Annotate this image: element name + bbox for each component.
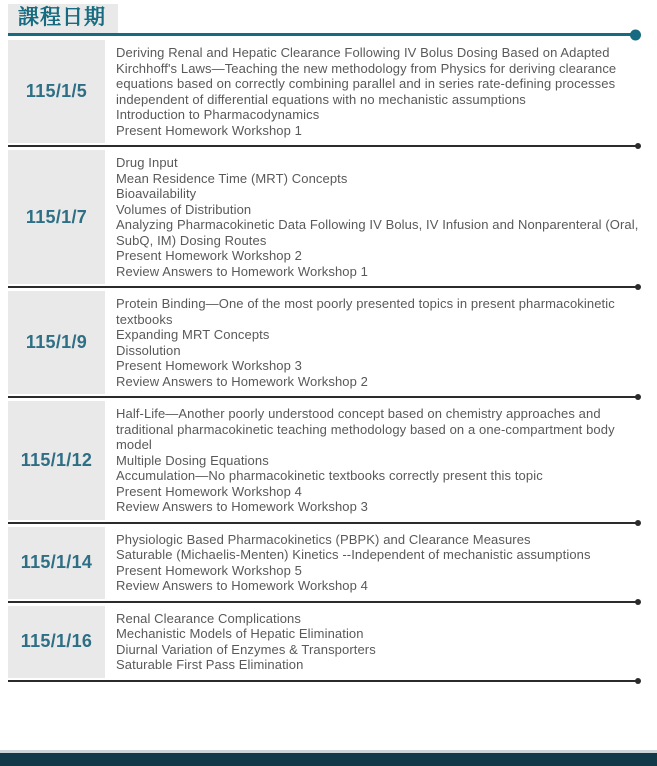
divider-dot <box>635 143 641 149</box>
topic-line: Saturable (Michaelis-Menten) Kinetics --Independent of mechanistic assumptions <box>116 547 591 562</box>
topic-line: Present Homework Workshop 3 <box>116 358 302 373</box>
topic-line: Deriving Renal and Hepatic Clearance Following IV Bolus Dosing Based on Adapted Kirchhoff's Laws—Teaching the new methodology from Physics for deriving clearance equations based on correctly combining parallel and in series rate-defining processes independent of differential equations with no mechanistic assumptions <box>116 45 617 107</box>
topic-line: Multiple Dosing Equations <box>116 452 269 468</box>
topic-line: Expanding MRT Concepts <box>116 327 270 342</box>
table-row <box>8 291 639 394</box>
row-date: 115/1/12 <box>8 401 105 520</box>
topic-line: Drug Input <box>116 155 178 170</box>
table-row <box>8 150 639 284</box>
row-divider <box>8 396 639 398</box>
row-divider <box>8 145 639 147</box>
row-topics <box>105 401 639 520</box>
topic-line: Saturable First Pass Elimination <box>116 657 304 672</box>
row-date: 115/1/14 <box>8 527 105 599</box>
row-topics <box>105 150 639 284</box>
topic-line: Analyzing Pharmacokinetic Data Following IV Bolus, IV Infusion and Nonparenteral (Oral, SubQ, IM) Dosing Routes <box>116 217 639 248</box>
table-row <box>8 40 639 143</box>
topic-line: Mean Residence Time (MRT) Concepts <box>116 170 348 186</box>
topic-line: Review Answers to Homework Workshop 2 <box>116 373 368 389</box>
topic-line: Present Homework Workshop 1 <box>116 122 302 138</box>
topic-line: Present Homework Workshop 2 <box>116 248 302 263</box>
divider-dot <box>635 284 641 290</box>
table-row <box>8 527 639 599</box>
table-row <box>8 401 639 520</box>
topic-line: Present Homework Workshop 4 <box>116 483 302 499</box>
schedule-table <box>8 40 639 682</box>
topic-line: Protein Binding—One of the most poorly presented topics in present pharmacokinetic textbooks <box>116 296 615 327</box>
topic-line: Volumes of Distribution <box>116 201 252 217</box>
row-topics <box>105 40 639 143</box>
row-divider <box>8 286 639 288</box>
row-divider <box>8 680 639 682</box>
topic-line: Review Answers to Homework Workshop 1 <box>116 263 368 279</box>
row-topics <box>105 527 639 599</box>
row-date: 115/1/9 <box>8 291 105 394</box>
topic-line: Review Answers to Homework Workshop 3 <box>116 499 368 514</box>
topic-line: Bioavailability <box>116 186 197 201</box>
header-rule <box>8 33 639 36</box>
topic-line: Physiologic Based Pharmacokinetics (PBPK) and Clearance Measures <box>116 531 531 547</box>
topic-line: Dissolution <box>116 342 181 358</box>
divider-dot <box>635 394 641 400</box>
topic-line: Introduction to Pharmacodynamics <box>116 107 320 122</box>
topic-line: Renal Clearance Complications <box>116 610 301 626</box>
divider-dot <box>635 520 641 526</box>
topic-line: Review Answers to Homework Workshop 4 <box>116 578 368 593</box>
row-topics <box>105 291 639 394</box>
row-divider <box>8 601 639 603</box>
page-title: 課程日期 <box>8 4 118 33</box>
header-rule-dot <box>630 29 641 40</box>
topic-line: Accumulation—No pharmacokinetic textbooks correctly present this topic <box>116 468 543 483</box>
row-date: 115/1/7 <box>8 150 105 284</box>
topic-line: Diurnal Variation of Enzymes & Transporters <box>116 641 376 657</box>
topic-line: Present Homework Workshop 5 <box>116 562 302 578</box>
row-date: 115/1/16 <box>8 606 105 678</box>
row-date: 115/1/5 <box>8 40 105 143</box>
divider-dot <box>635 599 641 605</box>
row-divider <box>8 522 639 524</box>
footer-bar <box>0 750 657 766</box>
table-row <box>8 606 639 678</box>
topic-line: Half-Life—Another poorly understood concept based on chemistry approaches and traditional pharmacokinetic teaching methodology based on a one-compartment body model <box>116 406 615 452</box>
row-topics <box>105 606 639 678</box>
header <box>8 4 639 36</box>
divider-dot <box>635 678 641 684</box>
topic-line: Mechanistic Models of Hepatic Elimination <box>116 626 364 641</box>
